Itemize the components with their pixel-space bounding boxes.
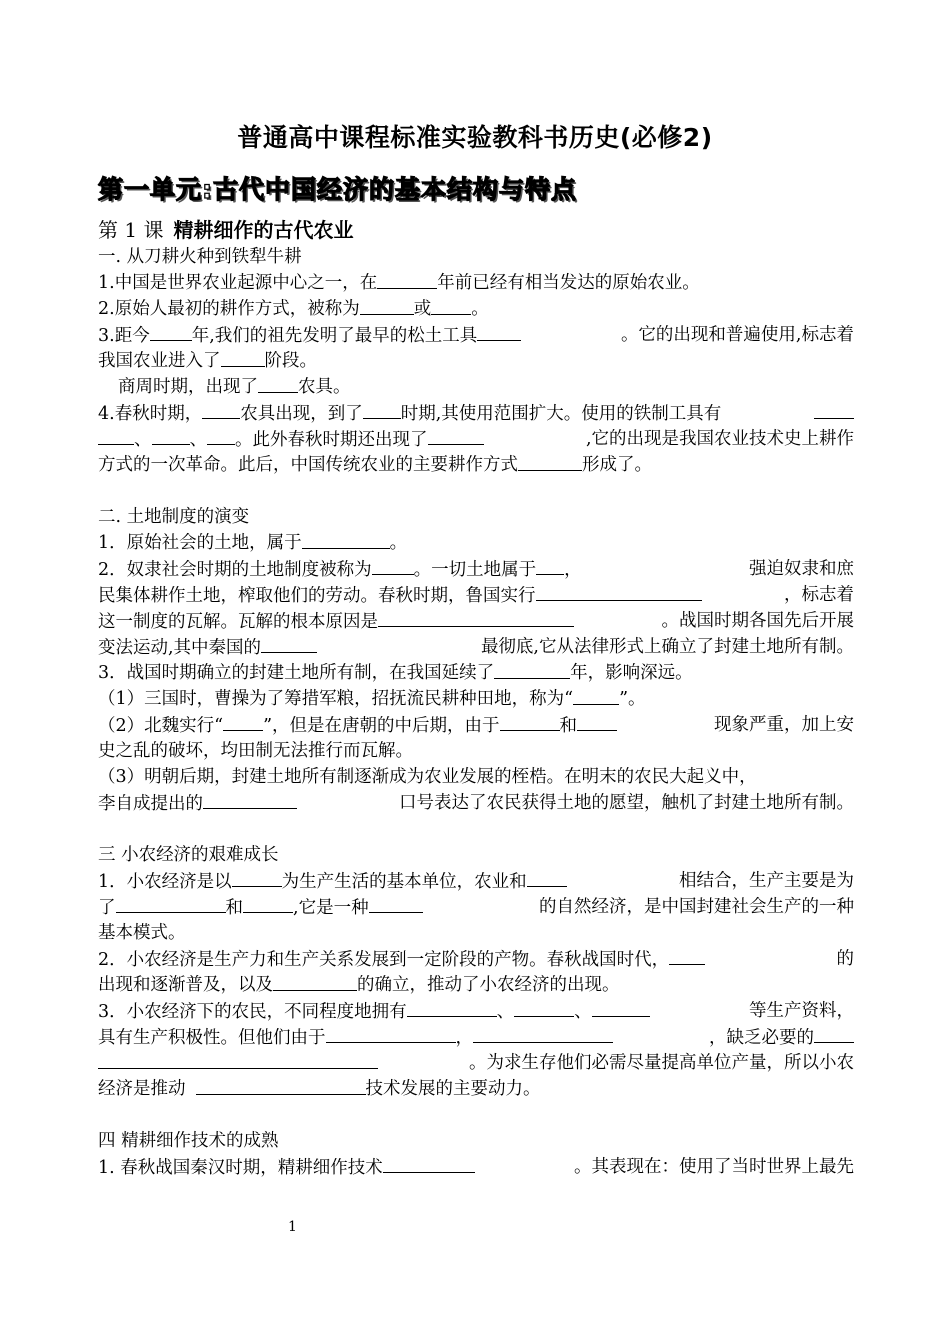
fill-blank[interactable]	[196, 1076, 366, 1095]
fill-blank[interactable]	[814, 400, 854, 419]
fill-blank[interactable]	[477, 322, 521, 341]
question-line: 、 、 。此外春秋时期还出现了 ,它的出现是我国农业技术史上耕作	[98, 426, 854, 452]
fill-blank[interactable]	[207, 426, 235, 445]
fill-blank[interactable]	[258, 374, 298, 393]
page-number: 1	[288, 1219, 297, 1235]
fill-blank[interactable]	[514, 998, 574, 1017]
question-line: 具有生产积极性。但他们由于 ， ，缺乏必要的	[98, 1024, 854, 1050]
question-line: 基本模式。	[98, 923, 186, 943]
fill-blank[interactable]	[473, 1024, 613, 1043]
fill-blank[interactable]	[377, 270, 437, 289]
question-line: 方式的一次革命。此后，中国传统农业的主要耕作方式 形成了。	[98, 452, 854, 478]
lesson-number: 第 1 课	[98, 218, 164, 242]
fill-blank[interactable]	[261, 634, 317, 653]
fill-blank[interactable]	[223, 712, 263, 731]
exercise-body	[98, 244, 854, 1180]
question-line: 变法运动,其中秦国的 最彻底,它从法律形式上确立了封建土地所有制。	[98, 634, 854, 660]
fill-blank[interactable]	[814, 1024, 854, 1043]
fill-blank[interactable]	[536, 582, 702, 601]
fill-blank[interactable]	[98, 426, 134, 445]
fill-blank[interactable]	[573, 686, 619, 705]
question-line: 出现和逐渐普及，以及 的确立，推动了小农经济的出现。	[98, 972, 854, 998]
question-line: 1. 春秋战国秦汉时期，精耕细作技术 。其表现在：使用了当时世界上最先	[98, 1154, 854, 1180]
question-line: 经济是推动 技术发展的主要动力。	[98, 1076, 854, 1102]
question-line: 2.原始人最初的耕作方式，被称为 或 。	[98, 296, 854, 322]
fill-blank[interactable]	[407, 998, 497, 1017]
question-line: 史之乱的破坏，均田制无法推行而瓦解。	[98, 741, 413, 761]
section-heading: 二. 土地制度的演变	[98, 507, 250, 527]
fill-blank[interactable]	[577, 712, 617, 731]
question-line: 3.距今 年,我们的祖先发明了最早的松土工具 。它的出现和普遍使用,标志着	[98, 322, 854, 348]
question-line: 商周时期，出现了 农具。	[98, 374, 854, 400]
fill-blank[interactable]	[518, 452, 582, 471]
document-title: 普通高中课程标准实验教科书历史(必修2)	[237, 123, 713, 152]
lesson-heading	[98, 214, 353, 243]
fill-blank[interactable]	[326, 1024, 456, 1043]
question-line: 这一制度的瓦解。瓦解的根本原因是 。战国时期各国先后开展	[98, 608, 854, 634]
fill-blank[interactable]	[232, 868, 282, 887]
fill-blank[interactable]	[369, 894, 423, 913]
fill-blank[interactable]	[383, 1154, 475, 1173]
fill-blank[interactable]	[273, 972, 357, 991]
fill-blank[interactable]	[500, 712, 560, 731]
question-line: 1．小农经济是以 为生产生活的基本单位，农业和 相结合，生产主要是为	[98, 868, 854, 894]
question-line: 民集体耕作土地，榨取他们的劳动。春秋时期，鲁国实行 ，标志着	[98, 582, 854, 608]
fill-blank[interactable]	[428, 426, 484, 445]
fill-blank[interactable]	[536, 556, 564, 575]
fill-blank[interactable]	[360, 296, 414, 315]
fill-blank[interactable]	[592, 998, 650, 1017]
fill-blank[interactable]	[372, 556, 414, 575]
fill-blank[interactable]	[669, 946, 705, 965]
question-line: 了 和 ,它是一种 的自然经济，是中国封建社会生产的一种	[98, 894, 854, 920]
unit-heading: 第一单元:古代中国经济的基本结构与特点	[98, 175, 577, 204]
question-line: （2）北魏实行“ ”，但是在唐朝的中后期，由于 和 现象严重，加上安	[98, 712, 854, 738]
fill-blank[interactable]	[116, 894, 226, 913]
section-heading: 四 精耕细作技术的成熟	[98, 1131, 279, 1151]
fill-blank[interactable]	[494, 660, 570, 679]
fill-blank[interactable]	[527, 868, 567, 887]
question-line: 1.中国是世界农业起源中心之一，在 年前已经有相当发达的原始农业。	[98, 270, 854, 296]
question-line: 我国农业进入了 阶段。	[98, 348, 854, 374]
fill-blank[interactable]	[363, 400, 401, 419]
question-line: （3）明朝后期，封建土地所有制逐渐成为农业发展的桎梏。在明末的农民大起义中，	[98, 767, 757, 787]
question-line: 李自成提出的 口号表达了农民获得土地的愿望，触机了封建土地所有制。	[98, 790, 854, 816]
question-line: 。为求生存他们必需尽量提高单位产量，所以小农	[98, 1050, 854, 1076]
fill-blank[interactable]	[378, 608, 574, 627]
fill-blank[interactable]	[302, 530, 390, 549]
fill-blank[interactable]	[221, 348, 265, 367]
question-line: （1）三国时，曹操为了筹措军粮，招抚流民耕种田地，称为“ ”。	[98, 686, 854, 712]
section-heading: 三 小农经济的艰难成长	[98, 845, 279, 865]
fill-blank[interactable]	[202, 400, 240, 419]
fill-blank[interactable]	[431, 296, 471, 315]
section-heading: 一. 从刀耕火种到铁犁牛耕	[98, 247, 302, 267]
question-line: 4.春秋时期， 农具出现，到了 时期,其使用范围扩大。使用的铁制工具有	[98, 400, 854, 426]
question-line: 2．小农经济是生产力和生产关系发展到一定阶段的产物。春秋战国时代， 的	[98, 946, 854, 972]
question-line: 2．奴隶社会时期的土地制度被称为 。一切土地属于 ， 强迫奴隶和庶	[98, 556, 854, 582]
fill-blank[interactable]	[150, 322, 192, 341]
fill-blank[interactable]	[243, 894, 293, 913]
question-line: 1．原始社会的土地，属于 。	[98, 530, 854, 556]
fill-blank[interactable]	[98, 1050, 378, 1069]
fill-blank[interactable]	[152, 426, 190, 445]
question-line: 3．战国时期确立的封建土地所有制，在我国延续了 年，影响深远。	[98, 660, 854, 686]
fill-blank[interactable]	[203, 790, 297, 809]
question-line: 3．小农经济下的农民，不同程度地拥有 、 、 等生产资料，	[98, 998, 854, 1024]
lesson-title: 精耕细作的古代农业	[173, 218, 354, 242]
